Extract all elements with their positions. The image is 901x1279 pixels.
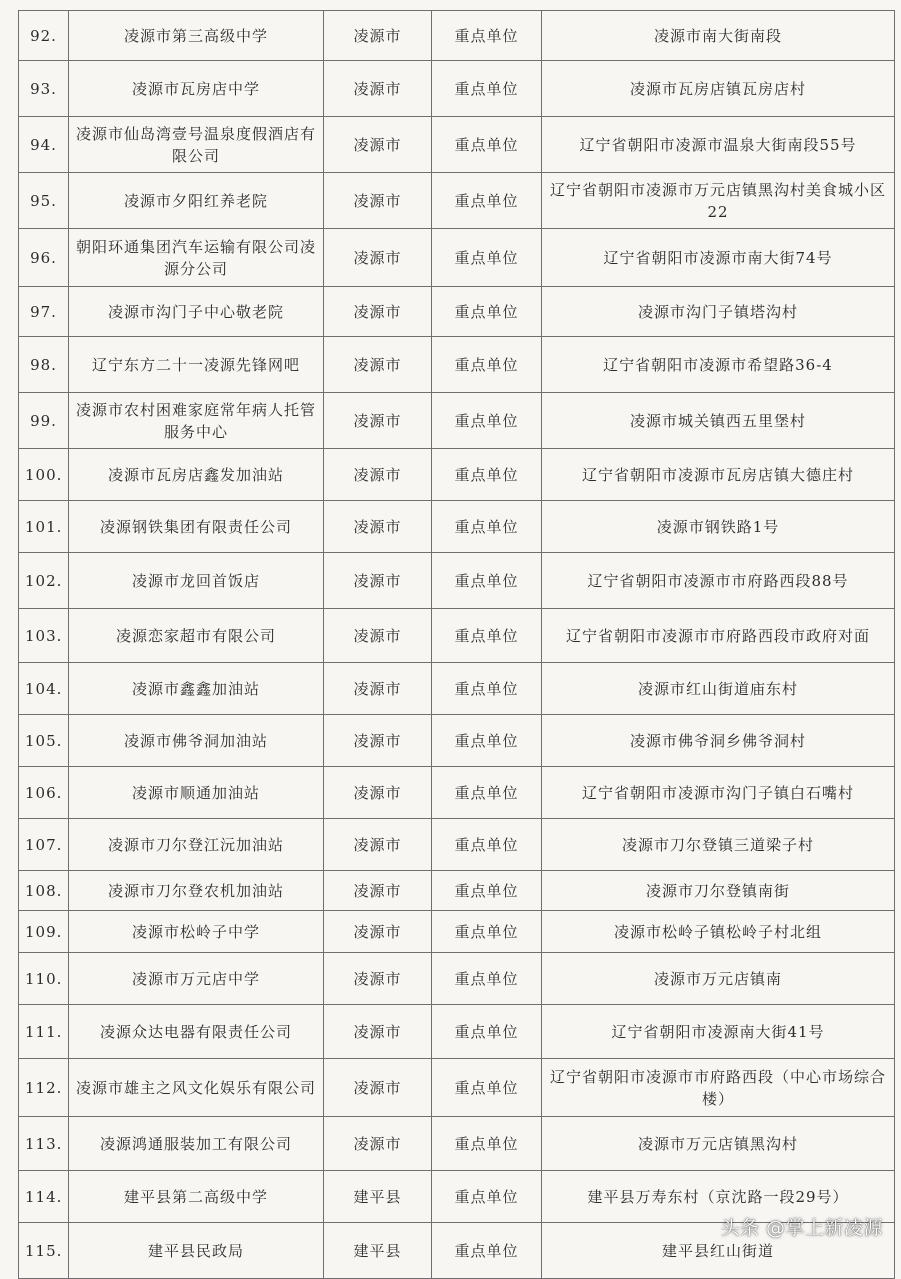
city-cell: 凌源市: [324, 501, 432, 553]
address-cell: 凌源市沟门子镇塔沟村: [542, 287, 895, 337]
unit-type-cell: 重点单位: [432, 117, 542, 173]
unit-type-cell: 重点单位: [432, 449, 542, 501]
row-number-cell: 96.: [19, 229, 69, 287]
table-row: [19, 393, 895, 449]
unit-type-cell: 重点单位: [432, 393, 542, 449]
city-cell: 凌源市: [324, 449, 432, 501]
unit-name-cell: 凌源市仙岛湾壹号温泉度假酒店有限公司: [69, 117, 324, 173]
unit-name-cell: 凌源市雄主之风文化娱乐有限公司: [69, 1059, 324, 1117]
row-number-cell: 99.: [19, 393, 69, 449]
address-cell: 建平县红山街道: [542, 1223, 895, 1279]
unit-type-cell: 重点单位: [432, 501, 542, 553]
unit-name-cell: 朝阳环通集团汽车运输有限公司凌源分公司: [69, 229, 324, 287]
city-cell: 凌源市: [324, 337, 432, 393]
row-number-cell: 97.: [19, 287, 69, 337]
city-cell: 凌源市: [324, 553, 432, 609]
unit-type-cell: 重点单位: [432, 663, 542, 715]
address-cell: 辽宁省朝阳市凌源南大街41号: [542, 1005, 895, 1059]
unit-type-cell: 重点单位: [432, 715, 542, 767]
unit-type-cell: 重点单位: [432, 11, 542, 61]
table-row: [19, 767, 895, 819]
table-row: [19, 11, 895, 61]
row-number-cell: 106.: [19, 767, 69, 819]
table-row: [19, 715, 895, 767]
address-cell: 辽宁省朝阳市凌源市瓦房店镇大德庄村: [542, 449, 895, 501]
city-cell: 凌源市: [324, 609, 432, 663]
table-row: [19, 871, 895, 911]
table-row: [19, 117, 895, 173]
unit-type-cell: 重点单位: [432, 953, 542, 1005]
address-cell: 凌源市松岭子镇松岭子村北组: [542, 911, 895, 953]
unit-type-cell: 重点单位: [432, 287, 542, 337]
row-number-cell: 115.: [19, 1223, 69, 1279]
row-number-cell: 100.: [19, 449, 69, 501]
unit-name-cell: 辽宁东方二十一凌源先锋网吧: [69, 337, 324, 393]
city-cell: 建平县: [324, 1223, 432, 1279]
unit-type-cell: 重点单位: [432, 871, 542, 911]
address-cell: 辽宁省朝阳市凌源市万元店镇黑沟村美食城小区22: [542, 173, 895, 229]
address-cell: 凌源市南大街南段: [542, 11, 895, 61]
unit-type-cell: 重点单位: [432, 911, 542, 953]
table-row: [19, 173, 895, 229]
city-cell: 凌源市: [324, 767, 432, 819]
row-number-cell: 111.: [19, 1005, 69, 1059]
unit-name-cell: 凌源市鑫鑫加油站: [69, 663, 324, 715]
city-cell: 凌源市: [324, 663, 432, 715]
table-row: [19, 1059, 895, 1117]
address-cell: 建平县万寿东村（京沈路一段29号）: [542, 1171, 895, 1223]
unit-type-cell: 重点单位: [432, 767, 542, 819]
unit-name-cell: 建平县第二高级中学: [69, 1171, 324, 1223]
unit-name-cell: 凌源钢铁集团有限责任公司: [69, 501, 324, 553]
unit-name-cell: 凌源鸿通服装加工有限公司: [69, 1117, 324, 1171]
address-cell: 凌源市瓦房店镇瓦房店村: [542, 61, 895, 117]
table-row: [19, 337, 895, 393]
row-number-cell: 95.: [19, 173, 69, 229]
unit-name-cell: 凌源市沟门子中心敬老院: [69, 287, 324, 337]
city-cell: 凌源市: [324, 173, 432, 229]
unit-type-cell: 重点单位: [432, 1171, 542, 1223]
row-number-cell: 94.: [19, 117, 69, 173]
unit-name-cell: 凌源市瓦房店鑫发加油站: [69, 449, 324, 501]
table-row: [19, 229, 895, 287]
table-body: [19, 11, 895, 1279]
address-cell: 凌源市红山街道庙东村: [542, 663, 895, 715]
address-cell: 凌源市刀尔登镇南街: [542, 871, 895, 911]
unit-type-cell: 重点单位: [432, 1223, 542, 1279]
table-row: [19, 287, 895, 337]
row-number-cell: 104.: [19, 663, 69, 715]
unit-type-cell: 重点单位: [432, 1005, 542, 1059]
unit-type-cell: 重点单位: [432, 819, 542, 871]
unit-name-cell: 建平县民政局: [69, 1223, 324, 1279]
unit-name-cell: 凌源市夕阳红养老院: [69, 173, 324, 229]
unit-type-cell: 重点单位: [432, 229, 542, 287]
row-number-cell: 107.: [19, 819, 69, 871]
address-cell: 凌源市万元店镇黑沟村: [542, 1117, 895, 1171]
unit-type-cell: 重点单位: [432, 1059, 542, 1117]
city-cell: 凌源市: [324, 229, 432, 287]
unit-type-cell: 重点单位: [432, 553, 542, 609]
address-cell: 辽宁省朝阳市凌源市希望路36-4: [542, 337, 895, 393]
table-row: [19, 1117, 895, 1171]
row-number-cell: 112.: [19, 1059, 69, 1117]
unit-name-cell: 凌源市龙回首饭店: [69, 553, 324, 609]
address-cell: 辽宁省朝阳市凌源市南大街74号: [542, 229, 895, 287]
table-row: [19, 449, 895, 501]
unit-name-cell: 凌源市第三高级中学: [69, 11, 324, 61]
city-cell: 凌源市: [324, 117, 432, 173]
table-row: [19, 501, 895, 553]
city-cell: 凌源市: [324, 715, 432, 767]
row-number-cell: 92.: [19, 11, 69, 61]
unit-name-cell: 凌源市顺通加油站: [69, 767, 324, 819]
address-cell: 凌源市钢铁路1号: [542, 501, 895, 553]
unit-type-cell: 重点单位: [432, 173, 542, 229]
unit-type-cell: 重点单位: [432, 1117, 542, 1171]
city-cell: 凌源市: [324, 1059, 432, 1117]
row-number-cell: 114.: [19, 1171, 69, 1223]
city-cell: 凌源市: [324, 287, 432, 337]
row-number-cell: 110.: [19, 953, 69, 1005]
row-number-cell: 109.: [19, 911, 69, 953]
unit-name-cell: 凌源恋家超市有限公司: [69, 609, 324, 663]
table-row: [19, 953, 895, 1005]
unit-name-cell: 凌源市万元店中学: [69, 953, 324, 1005]
row-number-cell: 102.: [19, 553, 69, 609]
city-cell: 凌源市: [324, 911, 432, 953]
city-cell: 凌源市: [324, 819, 432, 871]
row-number-cell: 101.: [19, 501, 69, 553]
city-cell: 凌源市: [324, 1005, 432, 1059]
unit-name-cell: 凌源市刀尔登农机加油站: [69, 871, 324, 911]
row-number-cell: 93.: [19, 61, 69, 117]
city-cell: 凌源市: [324, 871, 432, 911]
unit-name-cell: 凌源市刀尔登江沅加油站: [69, 819, 324, 871]
table-row: [19, 819, 895, 871]
city-cell: 凌源市: [324, 953, 432, 1005]
unit-name-cell: 凌源市农村困难家庭常年病人托管服务中心: [69, 393, 324, 449]
address-cell: 凌源市城关镇西五里堡村: [542, 393, 895, 449]
city-cell: 凌源市: [324, 1117, 432, 1171]
unit-type-cell: 重点单位: [432, 61, 542, 117]
unit-list-table: [18, 10, 895, 1279]
unit-name-cell: 凌源市松岭子中学: [69, 911, 324, 953]
table-row: [19, 1005, 895, 1059]
row-number-cell: 108.: [19, 871, 69, 911]
table-row: [19, 911, 895, 953]
table-row: [19, 609, 895, 663]
watermark: 头条 @掌上新凌源: [720, 1217, 883, 1239]
table-row: [19, 553, 895, 609]
address-cell: 辽宁省朝阳市凌源市市府路西段市政府对面: [542, 609, 895, 663]
table-row: [19, 663, 895, 715]
address-cell: 凌源市万元店镇南: [542, 953, 895, 1005]
unit-type-cell: 重点单位: [432, 609, 542, 663]
row-number-cell: 98.: [19, 337, 69, 393]
address-cell: 辽宁省朝阳市凌源市沟门子镇白石嘴村: [542, 767, 895, 819]
city-cell: 建平县: [324, 1171, 432, 1223]
table-row: [19, 61, 895, 117]
unit-name-cell: 凌源市佛爷洞加油站: [69, 715, 324, 767]
city-cell: 凌源市: [324, 393, 432, 449]
unit-type-cell: 重点单位: [432, 337, 542, 393]
row-number-cell: 105.: [19, 715, 69, 767]
address-cell: 辽宁省朝阳市凌源市市府路西段（中心市场综合楼）: [542, 1059, 895, 1117]
row-number-cell: 103.: [19, 609, 69, 663]
city-cell: 凌源市: [324, 61, 432, 117]
unit-name-cell: 凌源众达电器有限责任公司: [69, 1005, 324, 1059]
row-number-cell: 113.: [19, 1117, 69, 1171]
unit-name-cell: 凌源市瓦房店中学: [69, 61, 324, 117]
address-cell: 凌源市刀尔登镇三道梁子村: [542, 819, 895, 871]
address-cell: 辽宁省朝阳市凌源市市府路西段88号: [542, 553, 895, 609]
address-cell: 凌源市佛爷洞乡佛爷洞村: [542, 715, 895, 767]
city-cell: 凌源市: [324, 11, 432, 61]
address-cell: 辽宁省朝阳市凌源市温泉大街南段55号: [542, 117, 895, 173]
